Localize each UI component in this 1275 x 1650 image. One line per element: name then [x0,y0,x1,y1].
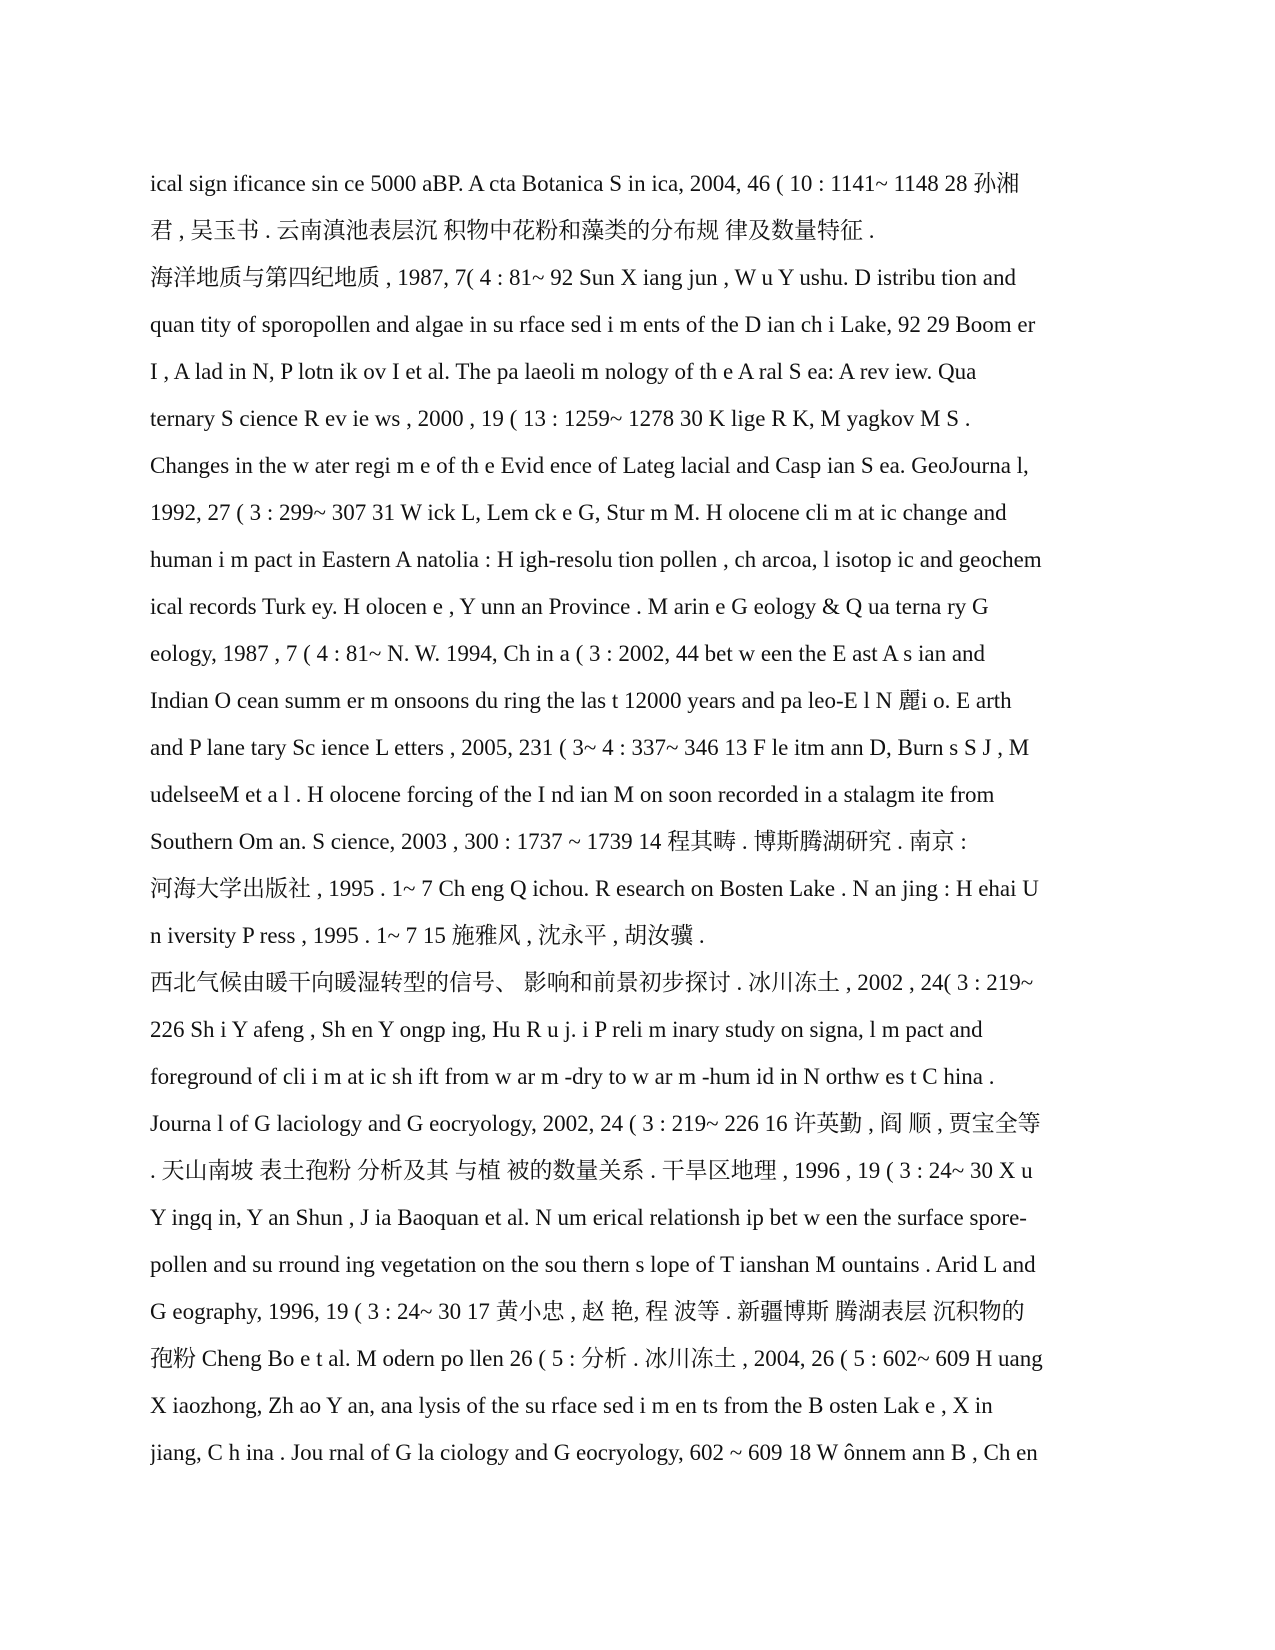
text-line: human i m pact in Eastern A natolia : H igh-resolu tion pollen , ch arcoa, l isotop ic and geochem [150,547,1042,572]
text-line: n iversity P ress , 1995 . 1~ 7 15 施雅风 , 沈永平 , 胡汝骥 . [150,923,705,948]
text-line: Y ingq in, Y an Shun , J ia Baoquan et al. N um erical relationsh ip bet w een the surface spore- [150,1205,1027,1230]
text-line: 孢粉 Cheng Bo e t al. M odern po llen 26 ( 5 : 分析 . 冰川冻土 , 2004, 26 ( 5 : 602~ 609 H uang [150,1346,1043,1371]
text-line: quan tity of sporopollen and algae in su rface sed i m ents of the D ian ch i Lake, 92 29 Boom er [150,312,1036,337]
text-line: udelseeM et a l . H olocene forcing of the I nd ian M on soon recorded in a stalagm ite from [150,782,995,807]
text-line: G eography, 1996, 19 ( 3 : 24~ 30 17 黄小忠 , 赵 艳, 程 波等 . 新疆博斯 腾湖表层 沉积物的 [150,1299,1025,1324]
text-line: 河海大学出版社 , 1995 . 1~ 7 Ch eng Q ichou. R esearch on Bosten Lake . N an jing : H ehai U [150,876,1039,901]
text-line: pollen and su rround ing vegetation on the sou thern s lope of T ianshan M ountains . Arid L and [150,1252,1036,1277]
text-line: Indian O cean summ er m onsoons du ring the las t 12000 years and pa leo-E l N 麗i o. E arth [150,688,1012,713]
text-line: 226 Sh i Y afeng , Sh en Y ongp ing, Hu R u j. i P reli m inary study on signa, l m pact and [150,1017,983,1042]
text-line: . 天山南坡 表土孢粉 分析及其 与植 被的数量关系 . 干旱区地理 , 1996 , 19 ( 3 : 24~ 30 X u [150,1158,1033,1183]
text-line: Changes in the w ater regi m e of th e Evid ence of Lateg lacial and Casp ian S ea. GeoJourna l, [150,453,1029,478]
text-line: Journa l of G laciology and G eocryology, 2002, 24 ( 3 : 219~ 226 16 许英勤 , 阎 顺 , 贾宝全等 [150,1111,1041,1136]
text-line: ical records Turk ey. H olocen e , Y unn an Province . M arin e G eology & Q ua terna ry G [150,594,989,619]
text-line: 1992, 27 ( 3 : 299~ 307 31 W ick L, Lem ck e G, Stur m M. H olocene cli m at ic change and [150,500,1007,525]
text-line: Southern Om an. S cience, 2003 , 300 : 1737 ~ 1739 14 程其畴 . 博斯腾湖研究 . 南京 : [150,829,967,854]
text-line: and P lane tary Sc ience L etters , 2005, 231 ( 3~ 4 : 337~ 346 13 F le itm ann D, Burn s S J , M [150,735,1030,760]
text-line: 君 , 吴玉书 . 云南滇池表层沉 积物中花粉和藻类的分布规 律及数量特征 . [150,218,875,243]
text-line: I , A lad in N, P lotn ik ov I et al. The pa laeoli m nology of th e A ral S ea: A rev iew. Qua [150,359,977,384]
text-line: X iaozhong, Zh ao Y an, ana lysis of the su rface sed i m en ts from the B osten Lak e , X in [150,1393,993,1418]
text-line: foreground of cli i m at ic sh ift from w ar m -dry to w ar m -hum id in N orthw es t C hina . [150,1064,995,1089]
text-line: ical sign ificance sin ce 5000 aBP. A cta Botanica S in ica, 2004, 46 ( 10 : 1141~ 1148 28 孙湘 [150,171,1020,196]
text-line: ternary S cience R ev ie ws , 2000 , 19 ( 13 : 1259~ 1278 30 K lige R K, M yagkov M S . [150,406,971,431]
references-text-block [150,160,1135,1476]
text-line: eology, 1987 , 7 ( 4 : 81~ N. W. 1994, Ch in a ( 3 : 2002, 44 bet w een the E ast A s ian and [150,641,986,666]
text-line: 海洋地质与第四纪地质 , 1987, 7( 4 : 81~ 92 Sun X iang jun , W u Y ushu. D istribu tion and [150,265,1016,290]
text-line: 西北气候由暖干向暖湿转型的信号、 影响和前景初步探讨 . 冰川冻土 , 2002 , 24( 3 : 219~ [150,970,1034,995]
text-line: jiang, C h ina . Jou rnal of G la ciology and G eocryology, 602 ~ 609 18 W ônnem ann B , Ch en [150,1440,1038,1465]
